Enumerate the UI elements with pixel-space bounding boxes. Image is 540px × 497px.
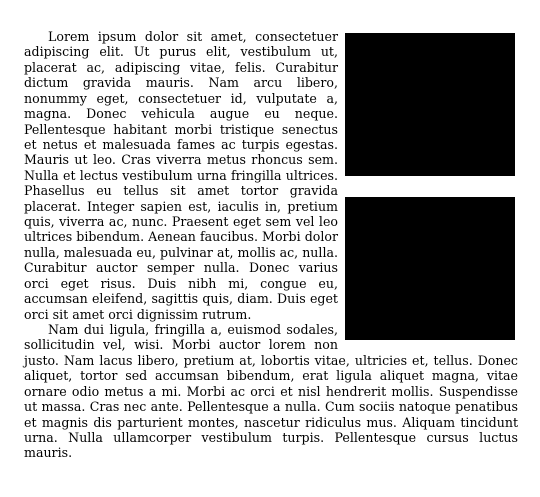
paragraph-1: Lorem ipsum dolor sit amet, consectetuer adipiscing elit. Ut purus elit, vestibulum ut, placerat ac, adipiscing vitae, felis. Curabitur dictum gravida mauris. Nam arcu libero, nonummy eget, consectetuer id, vulputate a, magna. Donec vehicula augue eu neque. Pellentesque habitant morbi tristique senectus et netus et malesuada fames ac turpis egestas. Mauris ut leo. Cras viverra metus rhoncus sem. Nulla et lectus vestibulum urna fringilla ultrices. Phasellus eu tellus sit amet tortor gravida placerat. Integer sapien est, iaculis in, pretium quis, viverra ac, nunc. Praesent eget sem vel leo ultrices bibendum. Aenean faucibus. Morbi dolor nulla, malesuada eu, pulvinar at, mollis ac, nulla. Curabitur auctor semper nulla. Donec varius orci eget risus. Duis nibh mi, congue eu, accumsan eleifend, sagittis quis, diam. Duis eget orci sit amet orci dignissim rutrum.: [24, 29, 338, 322]
figure-black-box-top: [345, 33, 515, 176]
paragraph-2: Nam dui ligula, fringilla a, euismod sodales, sollicitudin vel, wisi. Morbi auctor lorem non justo. Nam lacus libero, pretium at, lobortis vitae, ultricies et, tellus. Donec aliquet, tortor sed accumsan bibendum, erat ligula aliquet magna, vitae ornare odio metus a mi. Morbi ac orci et nisl hendrerit mollis. Suspendisse ut massa. Cras nec ante. Pellentesque a nulla. Cum sociis natoque penatibus et magnis dis parturient montes, nascetur ridiculus mus. Aliquam tincidunt urna. Nulla ullamcorper vestibulum turpis. Pellentesque cursus luctus mauris.: [24, 322, 518, 461]
figure-black-box-bottom: [345, 197, 515, 340]
